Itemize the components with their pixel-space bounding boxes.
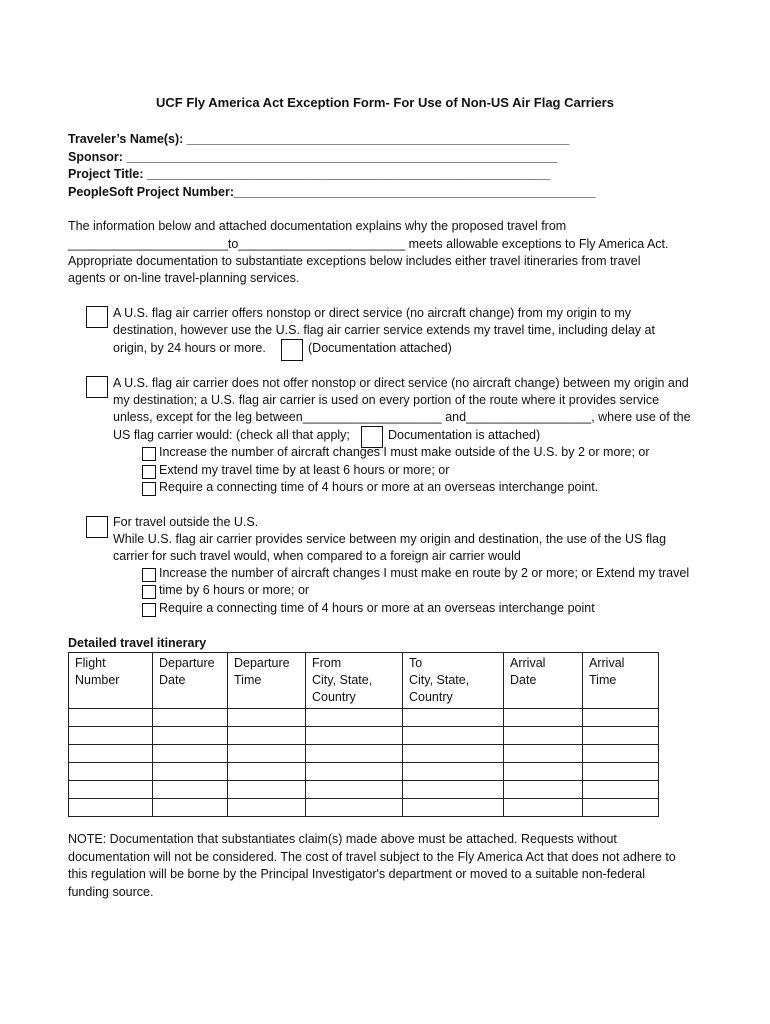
note-text: documentation will not be considered. The cost of travel subject to the Fly America Act that does not adhere to: [68, 850, 676, 864]
exception3-text: carrier for such travel would, when compared to a foreign air carrier would: [113, 549, 521, 563]
table-cell[interactable]: [69, 727, 153, 745]
column-header-arrival-date: Arrival Date: [504, 653, 583, 709]
intro-line: The information below and attached documentation explains why the proposed travel from: [68, 219, 567, 233]
table-cell[interactable]: [306, 799, 403, 817]
itinerary-heading: Detailed travel itinerary: [68, 636, 207, 650]
table-cell[interactable]: [504, 727, 583, 745]
table-cell[interactable]: [228, 745, 306, 763]
exception3-option-label: Require a connecting time of 4 hours or more at an overseas interchange point: [159, 601, 595, 615]
project-title-field[interactable]: Project Title: __________________________________________________________: [68, 167, 551, 181]
exception1-text: A U.S. flag air carrier offers nonstop or direct service (no aircraft change) from my origin to my: [113, 306, 632, 320]
table-cell[interactable]: [403, 763, 504, 781]
table-cell[interactable]: [306, 763, 403, 781]
table-cell[interactable]: [403, 745, 504, 763]
note-text: funding source.: [68, 885, 154, 899]
table-cell[interactable]: [583, 763, 659, 781]
exception2-option-checkbox[interactable]: [142, 482, 156, 496]
table-cell[interactable]: [306, 745, 403, 763]
exception2-option-label: Increase the number of aircraft changes I must make outside of the U.S. by 2 or more; or: [159, 445, 650, 459]
table-cell[interactable]: [228, 781, 306, 799]
table-cell[interactable]: [504, 763, 583, 781]
table-cell[interactable]: [69, 781, 153, 799]
peoplesoft-project-number-field[interactable]: PeopleSoft Project Number:____________________________________________________: [68, 185, 596, 199]
table-row: [69, 781, 659, 799]
exception3-checkbox[interactable]: [86, 516, 108, 538]
table-cell[interactable]: [153, 763, 228, 781]
table-cell[interactable]: [69, 799, 153, 817]
exception3-option-label: time by 6 hours or more; or: [159, 583, 310, 597]
exception3-option-label: Increase the number of aircraft changes I must make en route by 2 or more; or Extend my travel: [159, 566, 690, 580]
table-cell[interactable]: [228, 727, 306, 745]
table-cell[interactable]: [583, 781, 659, 799]
intro-line: Appropriate documentation to substantiate exceptions below includes either travel itineraries from travel: [68, 254, 641, 268]
table-cell[interactable]: [403, 799, 504, 817]
exception2-option-checkbox[interactable]: [142, 447, 156, 461]
note-text: this regulation will be borne by the Principal Investigator's department or moved to a suitable non-federal: [68, 867, 646, 881]
exception2-checkbox[interactable]: [86, 376, 108, 398]
itinerary-table: [68, 652, 659, 817]
table-cell[interactable]: [583, 799, 659, 817]
column-header-arrival-time: Arrival Time: [583, 653, 659, 709]
column-header-flight-number: Flight Number: [69, 653, 153, 709]
intro-line[interactable]: _______________________to________________________ meets allowable exceptions to Fly America Act.: [68, 237, 669, 251]
table-cell[interactable]: [583, 727, 659, 745]
table-cell[interactable]: [153, 799, 228, 817]
table-cell[interactable]: [403, 727, 504, 745]
column-header-to: To City, State, Country: [403, 653, 504, 709]
exception3-text: While U.S. flag air carrier provides service between my origin and destination, the use of the US flag: [113, 532, 667, 546]
exception2-option-label: Require a connecting time of 4 hours or more at an overseas interchange point.: [159, 480, 599, 494]
table-cell[interactable]: [153, 745, 228, 763]
table-row: [69, 709, 659, 727]
sponsor-field[interactable]: Sponsor: ______________________________________________________________: [68, 150, 558, 164]
table-cell[interactable]: [69, 709, 153, 727]
exception1-documentation-label: (Documentation attached): [308, 341, 452, 355]
exception1-text: destination, however use the U.S. flag air carrier service extends my travel time, including delay at: [113, 323, 655, 337]
exception2-documentation-label: Documentation is attached): [388, 428, 541, 442]
table-cell[interactable]: [153, 727, 228, 745]
table-cell[interactable]: [583, 745, 659, 763]
column-header-departure-date: Departure Date: [153, 653, 228, 709]
table-cell[interactable]: [306, 727, 403, 745]
exception3-text: For travel outside the U.S.: [113, 515, 259, 529]
table-cell[interactable]: [153, 781, 228, 799]
table-cell[interactable]: [69, 745, 153, 763]
table-row: [69, 727, 659, 745]
table-cell[interactable]: [228, 763, 306, 781]
table-cell[interactable]: [228, 709, 306, 727]
table-cell[interactable]: [504, 745, 583, 763]
exception2-text: A U.S. flag air carrier does not offer nonstop or direct service (no aircraft change) between my origin and: [113, 376, 689, 390]
exception2-option-label: Extend my travel time by at least 6 hours or more; or: [159, 463, 450, 477]
form-title: UCF Fly America Act Exception Form- For Use of Non-US Air Flag Carriers: [156, 95, 614, 110]
exception3-option-checkbox[interactable]: [142, 603, 156, 617]
exception1-text: origin, by 24 hours or more.: [113, 341, 266, 355]
travelers-name-field[interactable]: Traveler’s Name(s): _______________________________________________________: [68, 132, 570, 146]
table-cell[interactable]: [504, 781, 583, 799]
table-cell[interactable]: [504, 709, 583, 727]
table-row: [69, 799, 659, 817]
table-cell[interactable]: [306, 781, 403, 799]
exception3-option-checkbox[interactable]: [142, 585, 156, 599]
table-cell[interactable]: [228, 799, 306, 817]
table-cell[interactable]: [583, 709, 659, 727]
exception1-checkbox[interactable]: [86, 306, 108, 328]
table-cell[interactable]: [504, 799, 583, 817]
table-cell[interactable]: [69, 763, 153, 781]
exception2-text: my destination; a U.S. flag air carrier is used on every portion of the route where it provides service: [113, 393, 660, 407]
table-cell[interactable]: [403, 709, 504, 727]
exception2-option-checkbox[interactable]: [142, 465, 156, 479]
table-cell[interactable]: [403, 781, 504, 799]
table-row: [69, 763, 659, 781]
exception2-text: US flag carrier would: (check all that apply;: [113, 428, 350, 442]
note-text: NOTE: Documentation that substantiates claim(s) made above must be attached. Requests without: [68, 832, 617, 846]
intro-line: agents or on-line travel-planning services.: [68, 271, 300, 285]
exception1-documentation-checkbox[interactable]: [281, 339, 303, 361]
table-row: [69, 745, 659, 763]
column-header-from: From City, State, Country: [306, 653, 403, 709]
table-cell[interactable]: [153, 709, 228, 727]
column-header-departure-time: Departure Time: [228, 653, 306, 709]
itinerary-header-row: [69, 653, 659, 709]
exception2-text[interactable]: unless, except for the leg between____________________ and__________________, where use of the: [113, 410, 691, 424]
table-cell[interactable]: [306, 709, 403, 727]
exception3-option-checkbox[interactable]: [142, 568, 156, 582]
